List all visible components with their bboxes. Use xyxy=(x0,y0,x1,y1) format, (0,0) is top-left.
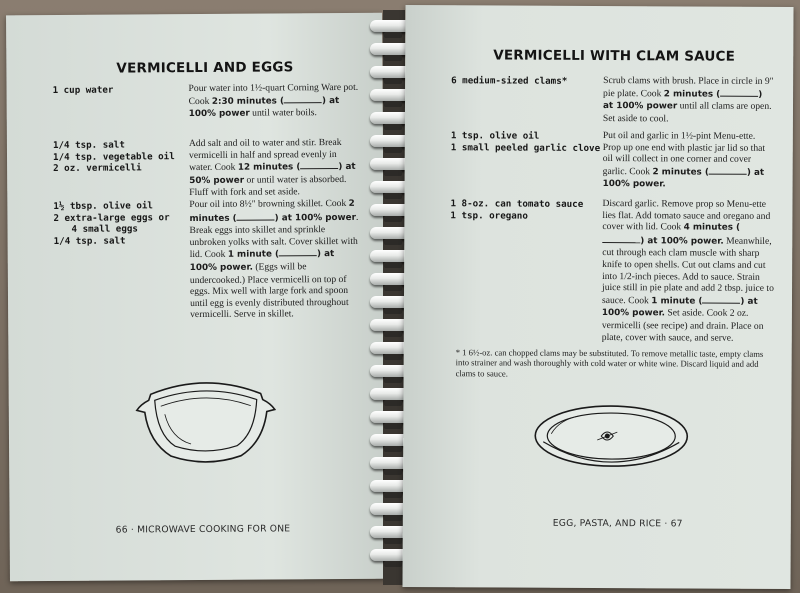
pie-plate-icon xyxy=(531,398,691,479)
ingredient: 1 8-oz. can tomato sauce xyxy=(450,198,584,210)
right-page xyxy=(402,5,793,589)
ingredient: 1 cup water xyxy=(52,84,114,96)
ingredient: 1/4 tsp. salt xyxy=(52,139,125,151)
ingredient: 1 tsp. olive oil xyxy=(450,130,540,142)
left-ingredients-3 xyxy=(53,200,169,247)
ingredient: 1½ tbsp. olive oil xyxy=(53,200,153,212)
right-ingredients-1 xyxy=(451,75,567,87)
right-directions-3: Discard garlic. Remove prop so Menu-ette lies flat. Add tomato sauce and oregano and cover with lid. Cook 4 minutes () at 100% power. Meanwhile, cut through each clam muscle with sharp knife to open shells. Cut out clams and cut into 1/2-inch pieces. Add to sauce. Strain juice still in pie plate and add 2 tbsp. juice to sauce. Cook 1 minute ( ) at 100% power. Set aside. Cook 2 oz. vermicelli (see recipe) and drain. Place on plate, cover with sauce, and serve. xyxy=(601,198,774,344)
ingredient: 1/4 tsp. vegetable oil xyxy=(52,150,175,163)
ingredient: 2 oz. vermicelli xyxy=(53,162,142,174)
left-page-footer: 66 · MICROWAVE COOKING FOR ONE xyxy=(115,523,291,536)
ingredient: 6 medium-sized clams* xyxy=(451,75,568,87)
clam-substitution-footnote: * 1 6½-oz. can chopped clams may be substituted. To remove metallic taste, empty clams into strainer and wash thoroughly with cold water or white wine. Discard liquid and add clams to sauce. xyxy=(455,347,764,379)
right-directions-2: Put oil and garlic in 1½-pint Menu-ette. Prop up one end with plastic jar lid so that oil will collect in one corner and cover garlic. Cook 2 minutes ( ) at 100% power. xyxy=(602,130,766,190)
ingredient: 4 small eggs xyxy=(71,223,138,235)
ingredient: 1 tsp. oregano xyxy=(450,209,528,222)
left-page xyxy=(6,13,386,582)
right-ingredients-2 xyxy=(451,130,600,154)
left-directions-1: Pour water into 1½-quart Corning Ware pot. Cook 2:30 minutes ( ) at 100% power until water boils. xyxy=(188,81,359,120)
right-ingredients-3 xyxy=(450,198,583,222)
ingredient: 1/4 tsp. salt xyxy=(53,234,126,247)
left-directions-2: Add salt and oil to water and stir. Break vermicelli in half and spread evenly in water. Cook 12 minutes ( ) at 50% power or until water is absorbed. Fluff with fork and set aside. xyxy=(188,136,356,199)
ingredient: 2 extra-large eggs or xyxy=(53,211,170,224)
left-directions-3: Pour oil into 8½" browning skillet. Cook 2 minutes ( ) at 100% power. Break eggs into skillet and sprinkle unbroken yolks with salt. Cover skillet with lid. Cook 1 minute ( ) at 100% power. (Eggs will be undercooked.) Place vermicelli on top of eggs. Mix well with large fork and spoon until egg is evenly distributed throughout vermicelli. Serve in skillet. xyxy=(189,197,359,321)
square-casserole-dish-icon xyxy=(130,363,281,474)
left-ingredients-1 xyxy=(53,85,114,97)
right-page-footer: EGG, PASTA, AND RICE · 67 xyxy=(552,517,683,530)
ingredient: 1 small peeled garlic clove xyxy=(450,141,601,154)
left-ingredients-2 xyxy=(53,139,175,174)
right-directions-1: Scrub clams with brush. Place in circle in 9" pie plate. Cook 2 minutes ( ) at 100% power until all clams are open. Set aside to cool. xyxy=(602,75,774,125)
left-recipe-title: VERMICELLI AND EGGS xyxy=(116,59,294,77)
right-recipe-title: VERMICELLI WITH CLAM SAUCE xyxy=(493,47,736,65)
